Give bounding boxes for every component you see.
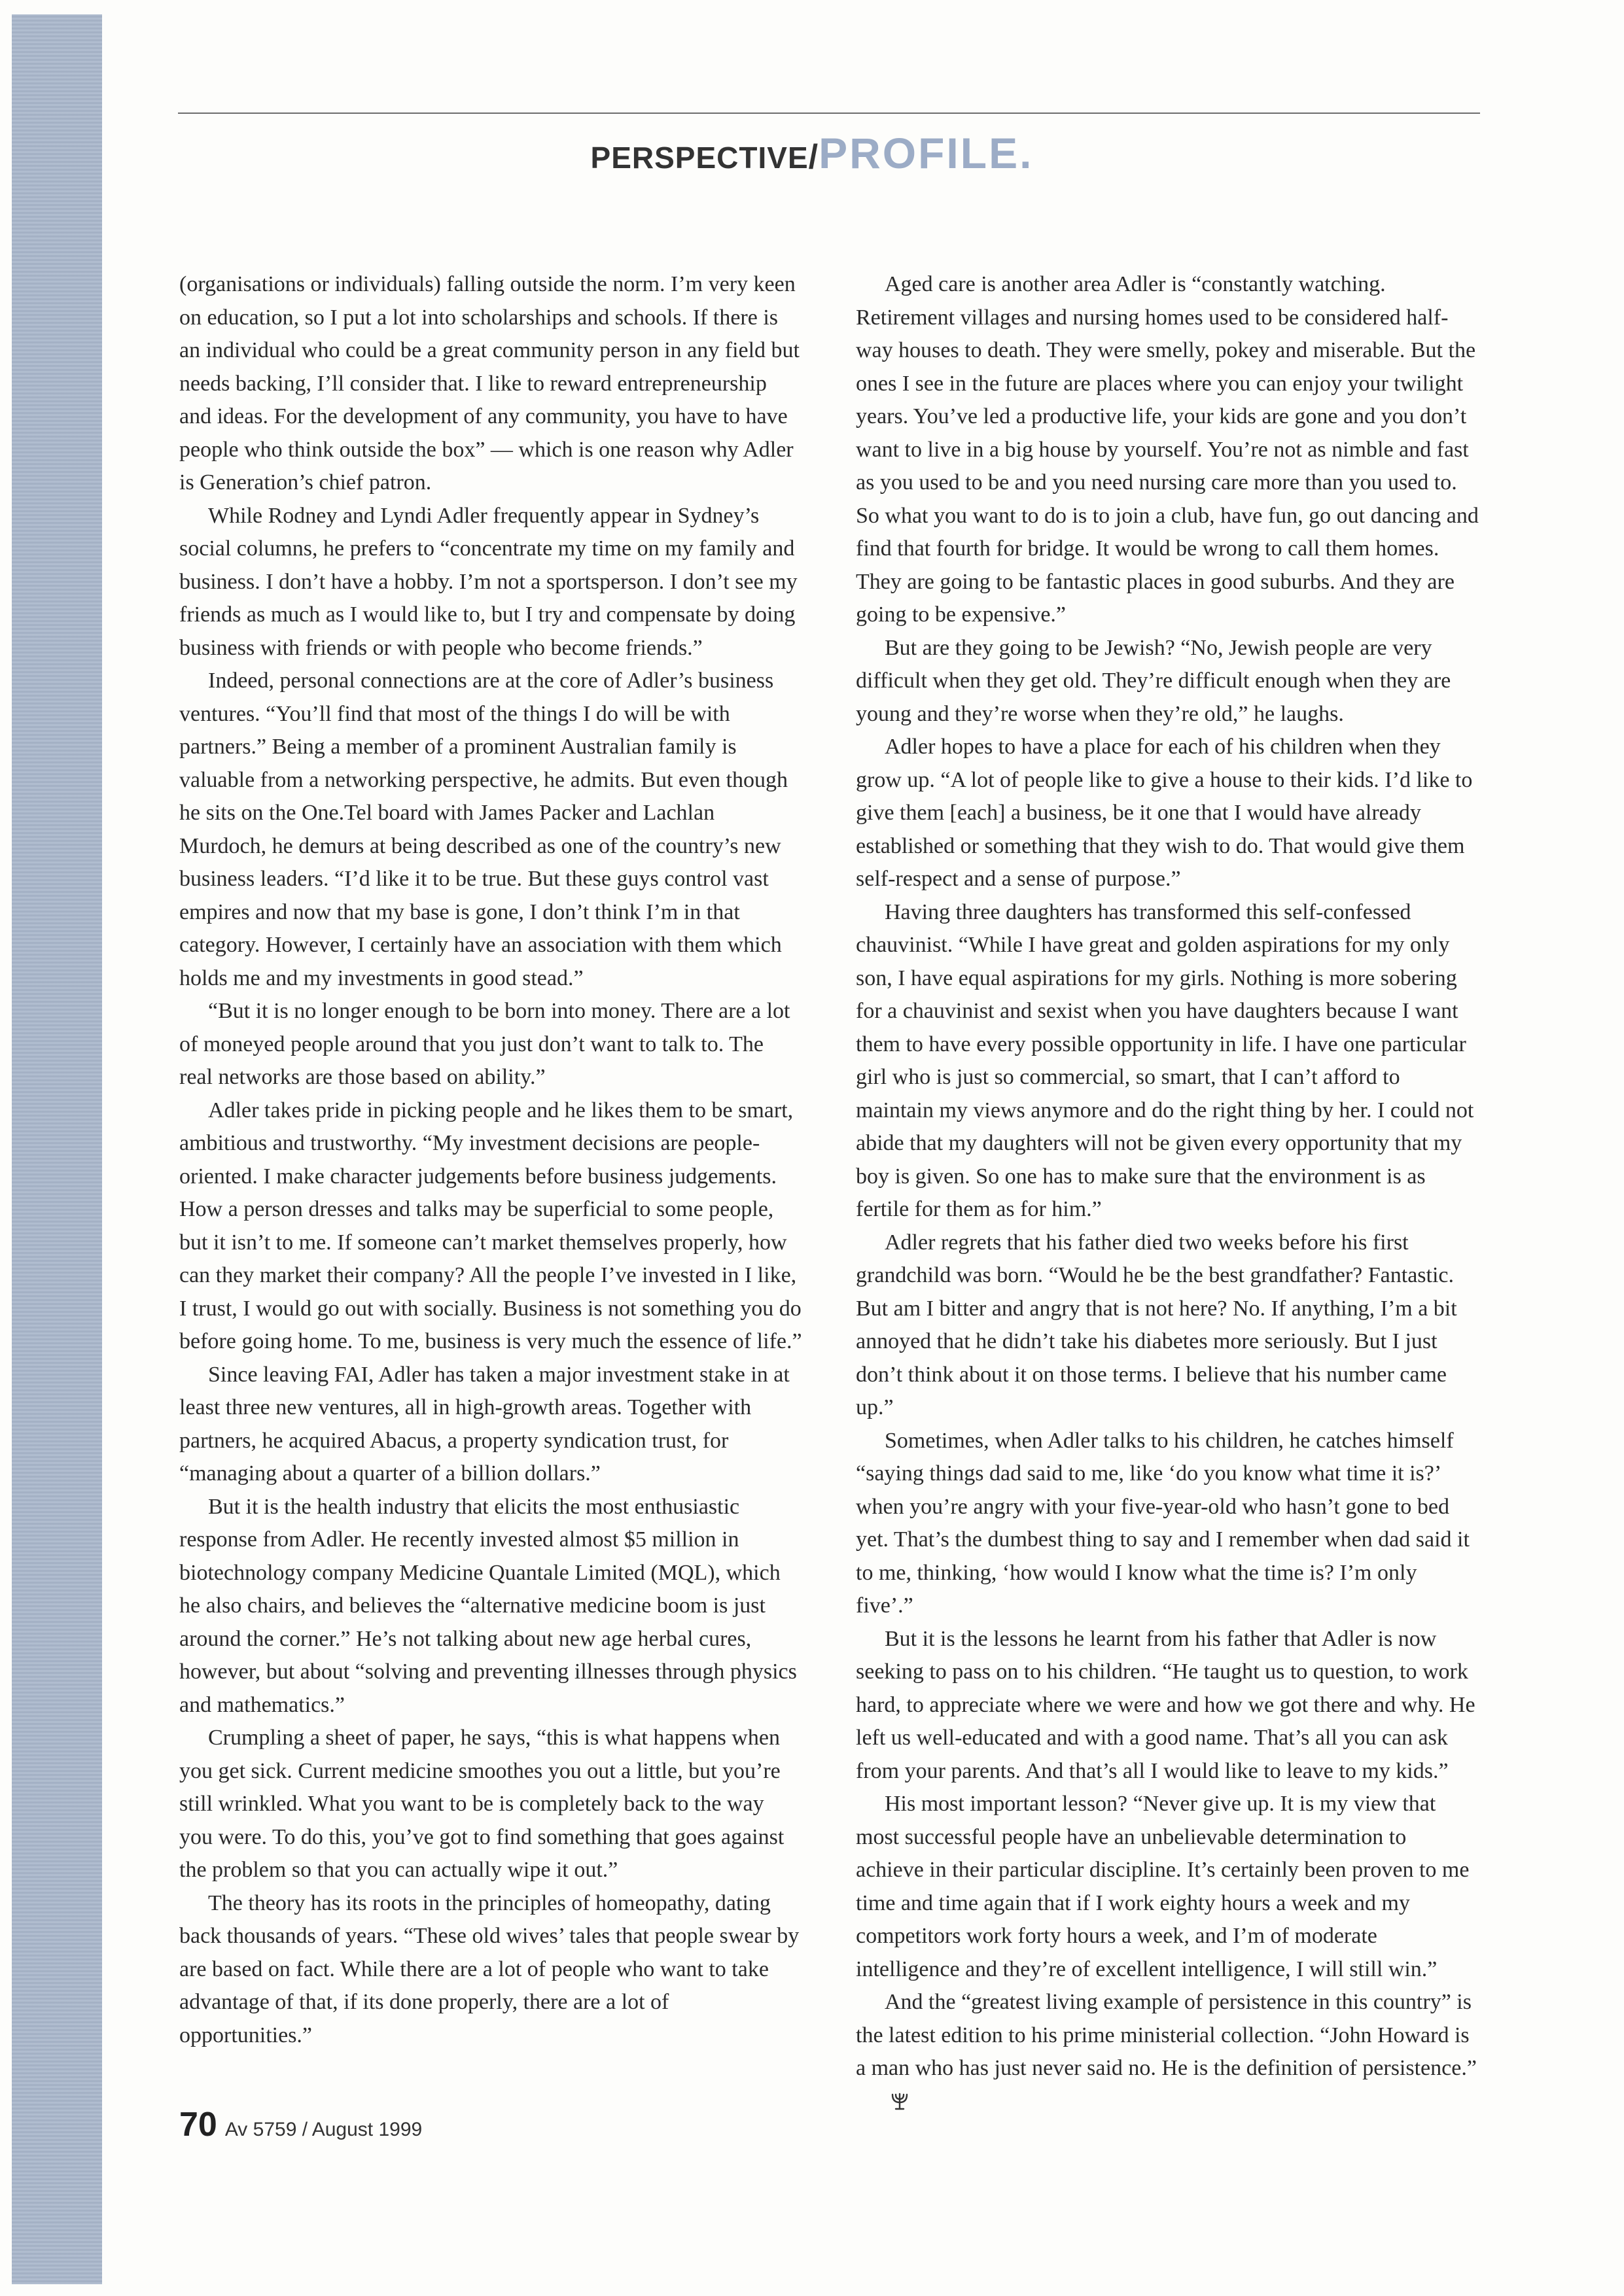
article-paragraph: But it is the health industry that elicits the most enthusiastic response from Adler. He recently invested almost $5 million in biotechnology company Medicine Quantale Limited (MQL), which he also chairs, and believes the “alternative medicine boom is just around the corner.” He’s not talking about new age herbal cures, however, but about “solving and preventing illnesses through physics and mathematics.” <box>179 1494 797 1717</box>
article-column-left <box>179 268 802 2139</box>
menorah-icon <box>861 2088 909 2121</box>
article-column-right <box>856 268 1479 2139</box>
article-paragraph: Aged care is another area Adler is “constantly watching. Retirement villages and nursing homes used to be considered half-way houses to death. They were smelly, pokey and miserable. But the ones I see in the future are places where you can enjoy your twilight years. You’ve led a productive life, your kids are gone and you don’t want to live in a big house by yourself. You’re not as nimble and fast as you used to be and you need nursing care more than you used to. So what you want to do is to join a club, have fun, go out dancing and find that fourth for bridge. It would be wrong to call them homes. They are going to be fantastic places in good suburbs. And they are going to be expensive.” <box>856 272 1479 627</box>
subsection-label: PROFILE. <box>819 129 1034 177</box>
article-paragraph: “But it is no longer enough to be born into money. There are a lot of moneyed people around that you just don’t want to talk to. The real networks are those based on ability.” <box>179 999 790 1089</box>
header-rule <box>178 113 1480 114</box>
article-paragraph: Adler takes pride in picking people and he likes them to be smart, ambitious and trustworthy. “My investment decisions are people-oriented. I make character judgements before business judgements. How a person dresses and talks may be superficial to some people, but it isn’t to me. If someone can’t market themselves properly, how can they market their company? All the people I’ve invested in I like, I trust, I would go out with socially. Business is not something you do before going home. To me, business is very much the essence of life.” <box>179 1098 802 1353</box>
article-paragraph: But it is the lessons he learnt from his father that Adler is now seeking to pass on to his children. “He taught us to question, to work hard, to appreciate where we were and how we got there and why. He left us well-educated and with a good name. That’s all you can ask from your parents. And that’s all I would like to leave to my kids.” <box>856 1626 1475 1783</box>
article-paragraph: Adler regrets that his father died two weeks before his first grandchild was born. “Would he be the best grandfather? Fantastic. But am I bitter and angry that is not here? No. If anything, I’m a bit annoyed that he didn’t take his diabetes more seriously. But I just don’t think about it on those terms. I believe that his number came up.” <box>856 1230 1457 1419</box>
section-label: PERSPECTIVE <box>590 141 809 175</box>
article-paragraph: While Rodney and Lyndi Adler frequently appear in Sydney’s social columns, he prefers to “concentrate my time on my family and business. I don’t have a hobby. I’m not a sportsperson. I don’t see my friends as much as I would like to, but I try and compensate by doing business with friends or with people who become friends.” <box>179 503 798 660</box>
section-header <box>0 128 1624 178</box>
article-paragraph: His most important lesson? “Never give up. It is my view that most successful people have an unbelievable determination to achieve in their particular discipline. It’s certainly been proven to me time and time again that if I work eighty hours a week and my competitors work forty hours a week, and I’m of moderate intelligence and they’re of excellent intelligence, I will still win.” <box>856 1792 1470 1981</box>
final-paragraph-text: And the “greatest living example of persistence in this country” is the latest edition to his prime ministerial collection. “John Howard is a man who has just never said no. He is the definition of persistence.” <box>856 1990 1477 2080</box>
page-footer <box>179 2105 422 2144</box>
article-paragraph: Adler hopes to have a place for each of his children when they grow up. “A lot of people like to give a house to their kids. I’d like to give them [each] a business, be it one that I would have already established or something that they wish to do. That would give them self-respect and a sense of purpose.” <box>856 735 1473 891</box>
decorative-side-bar <box>12 14 102 2284</box>
article-paragraph: Having three daughters has transformed this self-confessed chauvinist. “While I have great and golden aspirations for my only son, I have equal aspirations for my girls. Nothing is more sobering for a chauvinist and sexist when you have daughters because I want them to have every possible opportunity in life. I have one particular girl who is just so commercial, so smart, that I can’t afford to maintain my views anymore and do the right thing by her. I could not abide that my daughters will not be given every opportunity that my boy is given. So one has to make sure that the environment is as fertile for them as for him.” <box>856 899 1474 1221</box>
section-separator: / <box>808 138 819 176</box>
article-paragraph: Indeed, personal connections are at the core of Adler’s business ventures. “You’ll find that most of the things I do will be with partners.” Being a member of a prominent Australian family is valuable from a networking perspective, he admits. But even though he sits on the One.Tel board with James Packer and Lachlan Murdoch, he demurs at being described as one of the country’s new business leaders. “I’d like it to be true. But these guys control vast empires and now that my base is gone, I don’t think I’m in that category. However, I certainly have an association with them which holds me and my investments in good stead.” <box>179 669 788 990</box>
article-paragraph: Sometimes, when Adler talks to his children, he catches himself “saying things dad said to me, like ‘do you know what time it is?’ when you’re angry with your five-year-old who hasn’t gone to bed yet. That’s the dumbest thing to say and I remember when dad said it to me, thinking, ‘how would I know what the time is? I’m only five’.” <box>856 1428 1470 1618</box>
article-paragraph-final <box>856 1986 1479 2121</box>
article-paragraph: But are they going to be Jewish? “No, Jewish people are very difficult when they get old. They’re difficult enough when they are young and they’re worse when they’re old,” he laughs. <box>856 635 1451 726</box>
article-paragraph: The theory has its roots in the principles of homeopathy, dating back thousands of years. “These old wives’ tales that people swear by are based on fact. While there are a lot of people who want to take advantage of that, if its done properly, there are a lot of opportunities.” <box>179 1890 800 2047</box>
article-paragraph: Crumpling a sheet of paper, he says, “this is what happens when you get sick. Current medicine smoothes you out a little, but you’re still wrinkled. What you want to be is completely back to the way you were. To do this, you’ve got to find something that goes against the problem so that you can actually wipe it out.” <box>179 1726 785 1882</box>
article-paragraph: (organisations or individuals) falling outside the norm. I’m very keen on education, so I put a lot into scholarships and schools. If there is an individual who could be a great community person in any field but needs backing, I’ll consider that. I like to reward entrepreneurship and ideas. For the development of any community, you have to have people who think outside the box” — which is one reason why Adler is Generation’s chief patron. <box>179 272 800 495</box>
issue-date: Av 5759 / August 1999 <box>224 2119 423 2140</box>
page-number: 70 <box>179 2106 217 2144</box>
article-paragraph: Since leaving FAI, Adler has taken a major investment stake in at least three new ventures, all in high-growth areas. Together with partners, he acquired Abacus, a property syndication trust, for “managing about a quarter of a billion dollars.” <box>179 1362 790 1486</box>
